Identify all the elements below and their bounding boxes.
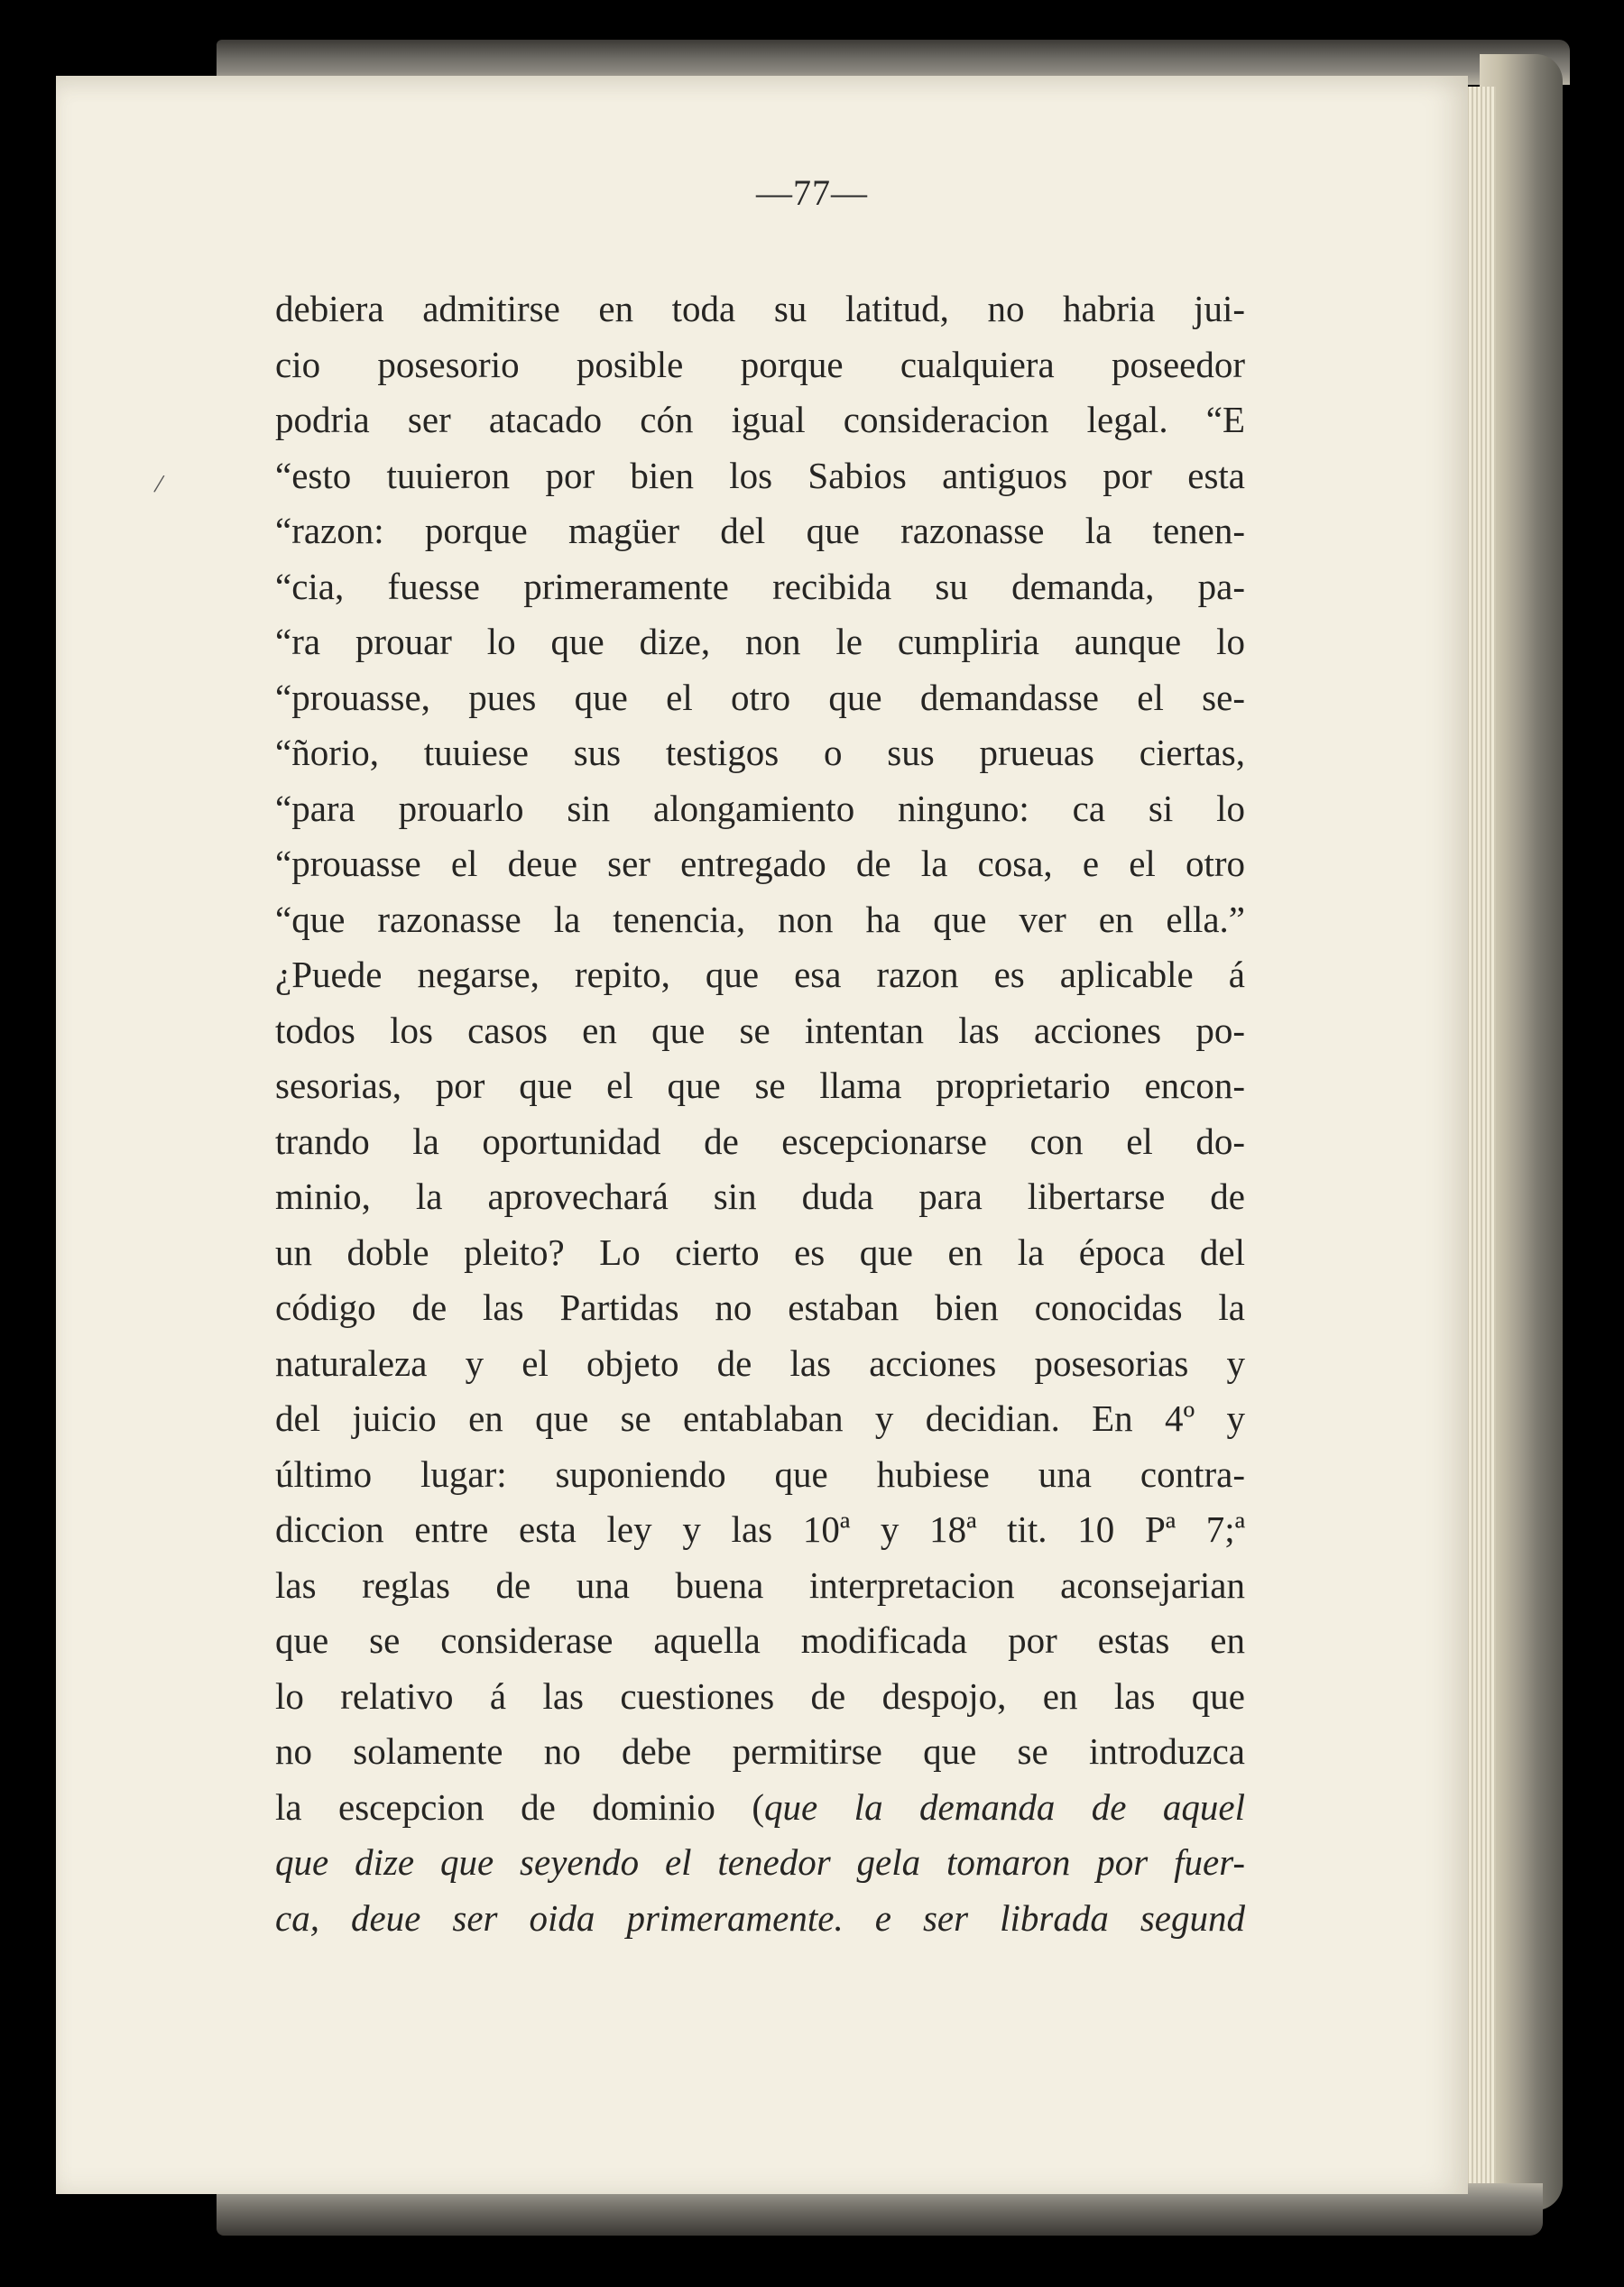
text-line <box>275 1058 1245 1114</box>
text-line <box>275 1169 1245 1225</box>
body-text <box>275 281 1245 1946</box>
text-line <box>275 1114 1245 1170</box>
text-line <box>275 1558 1245 1614</box>
text-line <box>275 1280 1245 1336</box>
italic-text-segment: que dize que seyendo el tenedor gela tomaron por fuer- <box>275 1841 1245 1883</box>
text-line <box>275 892 1245 948</box>
text-line <box>275 1447 1245 1503</box>
text-segment: que se considerase aquella modificada por estas en <box>275 1619 1245 1661</box>
text-line <box>275 1891 1245 1947</box>
italic-text-segment: ca, deue ser oida primeramente. e ser librada segund <box>275 1896 1245 1939</box>
text-line <box>275 448 1245 504</box>
text-segment: podria ser atacado cón igual consideracion legal. “E <box>275 399 1245 440</box>
text-line <box>275 1225 1245 1281</box>
text-segment: “que razonasse la tenencia, non ha que ver en ella.” <box>275 898 1245 940</box>
text-line <box>275 337 1245 393</box>
text-segment: sesorias, por que el que se llama proprietario encon- <box>275 1065 1245 1106</box>
text-line <box>275 670 1245 726</box>
text-segment: lo relativo á las cuestiones de despojo, en las que <box>275 1674 1245 1717</box>
text-line <box>275 781 1245 837</box>
text-line <box>275 725 1245 781</box>
margin-pencil-mark: / <box>152 468 166 500</box>
text-segment: código de las Partidas no estaban bien conocidas la <box>275 1286 1245 1328</box>
text-line <box>275 1724 1245 1780</box>
text-line <box>275 559 1245 615</box>
text-segment: ¿Puede negarse, repito, que esa razon es aplicable á <box>275 954 1245 995</box>
text-segment: “ra prouar lo que dize, non le cumpliria aunque lo <box>275 621 1245 662</box>
text-segment: naturaleza y el objeto de las acciones posesorias y <box>275 1342 1245 1384</box>
text-segment: “cia, fuesse primeramente recibida su demanda, pa- <box>275 565 1245 607</box>
text-line <box>275 614 1245 670</box>
text-segment: “prouasse, pues que el otro que demandasse el se- <box>275 676 1245 718</box>
text-segment: no solamente no debe permitirse que se introduzca <box>275 1730 1245 1772</box>
page-number: —77— <box>756 172 868 213</box>
text-segment: cio posesorio posible porque cualquiera poseedor <box>275 343 1245 385</box>
text-line <box>275 947 1245 1003</box>
text-segment: “razon: porque magüer del que razonasse la tenen- <box>275 510 1245 551</box>
text-line <box>275 1336 1245 1392</box>
text-line <box>275 1391 1245 1447</box>
text-line <box>275 281 1245 337</box>
text-segment: todos los casos en que se intentan las acciones po- <box>275 1009 1245 1051</box>
text-segment: un doble pleito? Lo cierto es que en la época del <box>275 1231 1245 1273</box>
text-segment: trando la oportunidad de escepcionarse con el do- <box>275 1120 1245 1162</box>
text-segment: último lugar: suponiendo que hubiese una contra- <box>275 1452 1245 1495</box>
text-segment: “para prouarlo sin alongamiento ninguno: ca si lo <box>275 787 1245 829</box>
text-line <box>275 1835 1245 1891</box>
text-line <box>275 392 1245 448</box>
text-line <box>275 1003 1245 1059</box>
text-line <box>275 1502 1245 1558</box>
text-segment: las reglas de una buena interpretacion aconsejarian <box>275 1563 1245 1606</box>
text-segment: del juicio en que se entablaban y decidian. En 4º y <box>275 1397 1245 1439</box>
text-line <box>275 503 1245 559</box>
text-line <box>275 836 1245 892</box>
text-segment: “prouasse el deue ser entregado de la cosa, e el otro <box>275 843 1245 884</box>
text-segment: diccion entre esta ley y las 10ª y 18ª tit. 10 Pª 7;ª <box>275 1508 1245 1550</box>
text-line <box>275 1613 1245 1669</box>
text-segment: “ñorio, tuuiese sus testigos o sus prueuas ciertas, <box>275 732 1245 773</box>
text-segment: “esto tuuieron por bien los Sabios antiguos por esta <box>275 454 1245 496</box>
text-segment: la escepcion de dominio ( <box>275 1785 765 1828</box>
text-line <box>275 1780 1245 1836</box>
text-segment: debiera admitirse en toda su latitud, no habria jui- <box>275 288 1245 329</box>
text-segment: minio, la aprovechará sin duda para libertarse de <box>275 1176 1245 1217</box>
italic-text-segment: que la demanda de aquel <box>764 1785 1245 1828</box>
text-line <box>275 1669 1245 1725</box>
